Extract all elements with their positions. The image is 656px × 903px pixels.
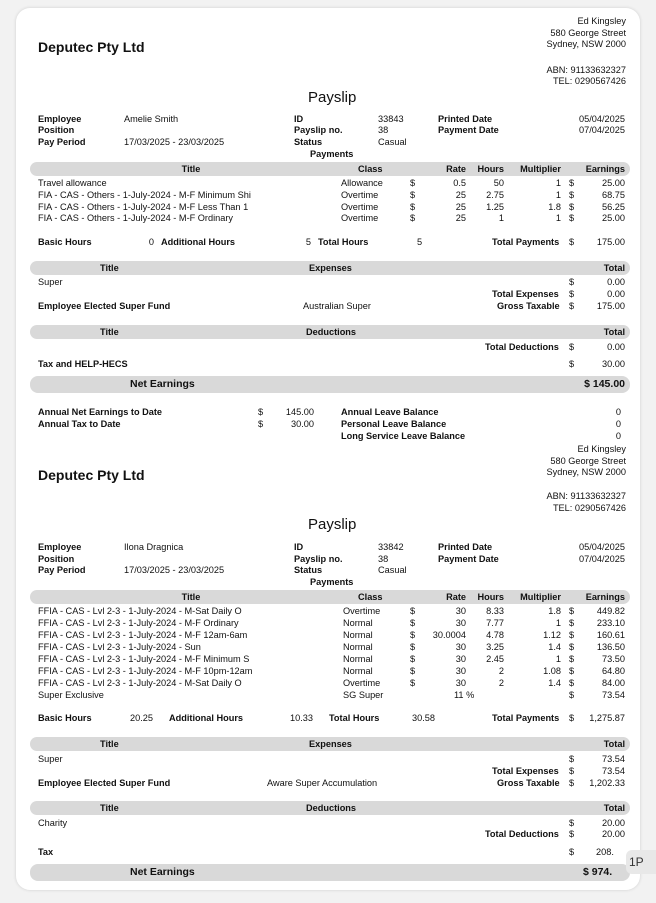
expense-row-title: Super [38, 754, 63, 764]
row-dollar: $ [410, 642, 416, 652]
row-hours: 3.25 [486, 642, 504, 652]
deduction-row-amount: 20.00 [602, 818, 625, 828]
row-rate: 30 [455, 654, 466, 664]
additional-hours-label: Additional Hours [169, 713, 244, 723]
pay-period-value: 17/03/2025 - 23/03/2025 [124, 565, 225, 575]
row-hours: 2.75 [486, 190, 504, 200]
expenses-col-total: Total [603, 263, 625, 273]
payment-date-label: Payment Date [438, 125, 499, 135]
row-class: Normal [343, 642, 373, 652]
total-deductions-value: 0.00 [607, 342, 625, 352]
basic-hours-value: 20.25 [130, 713, 153, 723]
col-hours: Hours [477, 164, 504, 174]
row-multiplier: 1.8 [548, 202, 561, 212]
row-earnings: 64.80 [602, 666, 625, 676]
payment-date-value: 07/04/2025 [579, 554, 625, 564]
row-hours: 2 [498, 666, 504, 676]
col-earnings: Earnings [585, 592, 625, 602]
super-fund-label: Employee Elected Super Fund [38, 778, 171, 788]
net-earnings-value: $ 145.00 [584, 378, 625, 390]
row-earnings: 136.50 [596, 642, 625, 652]
row-class: Normal [343, 654, 373, 664]
col-class: Class [358, 592, 383, 602]
expenses-col-expenses: Expenses [309, 739, 352, 749]
total-expenses-dollar: $ [569, 289, 575, 299]
expense-row-amount: 73.54 [602, 754, 625, 764]
row-title: FFIA - CAS - Lvl 2-3 - 1-July-2024 - M-F Ordinary [38, 618, 239, 628]
row-hours: 2.45 [486, 654, 504, 664]
row-earnings: 160.61 [596, 630, 625, 640]
row-class: Normal [343, 666, 373, 676]
company-contact-name: Ed Kingsley [577, 444, 626, 454]
payslip-document [16, 8, 640, 890]
row-title: FIA - CAS - Others - 1-July-2024 - M-F Ordinary [38, 213, 234, 223]
row-earnings-dollar: $ [569, 178, 575, 188]
annual-tax-label: Annual Tax to Date [38, 419, 121, 429]
row-title: FIA - CAS - Others - 1-July-2024 - M-F Less Than 1 [38, 202, 249, 212]
id-label: ID [294, 542, 304, 552]
row-rate: 25 [455, 202, 466, 212]
row-rate: 25 [455, 213, 466, 223]
row-multiplier: 1 [555, 618, 561, 628]
row-multiplier: 1 [555, 190, 561, 200]
row-multiplier: 1.8 [548, 606, 561, 616]
row-rate: 30 [455, 642, 466, 652]
total-hours-value: 30.58 [412, 713, 435, 723]
deductions-col-total: Total [603, 803, 625, 813]
pay-period-value: 17/03/2025 - 23/03/2025 [124, 137, 225, 147]
row-earnings-dollar: $ [569, 190, 575, 200]
status-value: Casual [378, 565, 407, 575]
payslip-no-value: 38 [378, 125, 389, 135]
row-earnings-dollar: $ [569, 654, 575, 664]
long-service-leave-label: Long Service Leave Balance [341, 431, 466, 441]
row-dollar: $ [410, 630, 416, 640]
row-class: Overtime [343, 606, 381, 616]
row-title: Super Exclusive [38, 690, 104, 700]
total-deductions-label: Total Deductions [485, 342, 559, 352]
payslip-no-label: Payslip no. [294, 125, 343, 135]
tax-label: Tax [38, 847, 54, 857]
employee-label: Employee [38, 114, 82, 124]
personal-leave-value: 0 [615, 419, 621, 429]
row-hours: 1.25 [486, 202, 504, 212]
row-class: Allowance [341, 178, 383, 188]
total-deductions-label: Total Deductions [485, 829, 559, 839]
position-label: Position [38, 554, 75, 564]
row-title: FIA - CAS - Others - 1-July-2024 - M-F Minimum Shi [38, 190, 251, 200]
row-hours: 8.33 [486, 606, 504, 616]
col-title: Title [181, 592, 201, 602]
row-earnings-dollar: $ [569, 666, 575, 676]
total-hours-label: Total Hours [329, 713, 380, 723]
gross-taxable-value: 1,202.33 [589, 778, 625, 788]
annual-tax-dollar: $ [258, 419, 264, 429]
row-multiplier: 1.12 [543, 630, 561, 640]
basic-hours-label: Basic Hours [38, 237, 92, 247]
status-label: Status [294, 565, 323, 575]
col-earnings: Earnings [585, 164, 625, 174]
row-earnings: 233.10 [596, 618, 625, 628]
company-abn: ABN: 91133632327 [546, 491, 626, 501]
net-earnings-bar [30, 864, 630, 881]
id-label: ID [294, 114, 304, 124]
total-hours-label: Total Hours [318, 237, 369, 247]
row-class: Normal [343, 630, 373, 640]
expense-row-dollar: $ [569, 277, 575, 287]
row-rate: 30.0004 [432, 630, 466, 640]
printed-date-value: 05/04/2025 [579, 114, 625, 124]
row-dollar: $ [410, 618, 416, 628]
row-dollar: $ [410, 213, 416, 223]
additional-hours-label: Additional Hours [161, 237, 236, 247]
row-multiplier: 1.4 [548, 642, 561, 652]
col-rate: Rate [446, 592, 466, 602]
col-hours: Hours [477, 592, 504, 602]
row-dollar: $ [410, 202, 416, 212]
additional-hours-value: 10.33 [290, 713, 313, 723]
employee-label: Employee [38, 542, 82, 552]
super-fund-value: Australian Super [303, 301, 371, 311]
row-earnings: 25.00 [602, 213, 625, 223]
super-fund-value: Aware Super Accumulation [267, 778, 378, 788]
row-rate: 30 [455, 606, 466, 616]
row-earnings-dollar: $ [569, 606, 575, 616]
additional-hours-value: 5 [305, 237, 311, 247]
payment-date-label: Payment Date [438, 554, 499, 564]
basic-hours-label: Basic Hours [38, 713, 92, 723]
row-hours: 1 [498, 213, 504, 223]
printed-date-label: Printed Date [438, 114, 493, 124]
row-earnings-dollar: $ [569, 642, 575, 652]
total-payments-dollar: $ [569, 237, 575, 247]
annual-net-earnings-value: 145.00 [285, 407, 314, 417]
deduction-row-title: Charity [38, 818, 68, 828]
row-earnings-dollar: $ [569, 690, 575, 700]
row-class: Overtime [343, 678, 381, 688]
company-name: Deputec Pty Ltd [38, 39, 145, 55]
row-rate: 30 [455, 666, 466, 676]
status-label: Status [294, 137, 323, 147]
basic-hours-value: 0 [148, 237, 154, 247]
total-payments-value: 1,275.87 [589, 713, 625, 723]
net-earnings-label: Net Earnings [130, 378, 195, 390]
row-percent: 11 % [454, 690, 475, 700]
total-deductions-dollar: $ [569, 342, 575, 352]
company-city: Sydney, NSW 2000 [546, 39, 626, 49]
expenses-col-expenses: Expenses [309, 263, 352, 273]
payslip-no-label: Payslip no. [294, 554, 343, 564]
pay-period-label: Pay Period [38, 565, 86, 575]
expenses-col-title: Title [100, 739, 119, 749]
gross-taxable-value: 175.00 [596, 301, 625, 311]
payslip-no-value: 38 [378, 554, 389, 564]
expenses-col-total: Total [603, 739, 625, 749]
row-hours: 2 [498, 678, 504, 688]
row-rate: 0.5 [453, 178, 466, 188]
row-dollar: $ [410, 678, 416, 688]
total-hours-value: 5 [417, 237, 423, 247]
personal-leave-label: Personal Leave Balance [341, 419, 447, 429]
deductions-col-deductions: Deductions [306, 327, 357, 337]
annual-leave-value: 0 [615, 407, 621, 417]
row-earnings-dollar: $ [569, 618, 575, 628]
net-earnings-label: Net Earnings [130, 866, 195, 878]
row-earnings-dollar: $ [569, 202, 575, 212]
net-earnings-bar [30, 376, 630, 393]
row-earnings: 25.00 [602, 178, 625, 188]
row-multiplier: 1 [555, 213, 561, 223]
company-street: 580 George Street [550, 456, 626, 466]
row-hours: 50 [493, 178, 504, 188]
row-rate: 30 [455, 678, 466, 688]
row-title: Travel allowance [38, 178, 107, 188]
annual-leave-label: Annual Leave Balance [341, 407, 439, 417]
total-payments-label: Total Payments [492, 237, 560, 247]
expense-row-dollar: $ [569, 754, 575, 764]
deduction-row-dollar: $ [569, 818, 575, 828]
row-title: FFIA - CAS - Lvl 2-3 - 1-July-2024 - Sun [38, 642, 201, 652]
row-rate: 30 [455, 618, 466, 628]
deductions-col-title: Title [100, 327, 119, 337]
gross-taxable-label: Gross Taxable [497, 301, 560, 311]
company-city: Sydney, NSW 2000 [546, 467, 626, 477]
col-multiplier: Multiplier [520, 164, 561, 174]
tax-dollar: $ [569, 359, 575, 369]
payments-section-label: Payments [310, 149, 354, 159]
row-class: Overtime [341, 190, 379, 200]
row-earnings: 56.25 [602, 202, 625, 212]
tax-label: Tax and HELP-HECS [38, 359, 128, 369]
row-class: Normal [343, 618, 373, 628]
row-title: FFIA - CAS - Lvl 2-3 - 1-July-2024 - M-F Minimum S [38, 654, 250, 664]
total-expenses-value: 0.00 [607, 289, 625, 299]
deductions-col-title: Title [100, 803, 119, 813]
total-expenses-label: Total Expenses [492, 289, 559, 299]
id-value: 33843 [378, 114, 404, 124]
row-class: Overtime [341, 202, 379, 212]
payslip-title: Payslip [308, 516, 357, 533]
company-abn: ABN: 91133632327 [546, 65, 626, 75]
row-earnings-dollar: $ [569, 213, 575, 223]
row-title: FFIA - CAS - Lvl 2-3 - 1-July-2024 - M-Sat Daily O [38, 678, 242, 688]
row-dollar: $ [410, 190, 416, 200]
total-expenses-dollar: $ [569, 766, 575, 776]
row-class: Overtime [341, 213, 379, 223]
payment-date-value: 07/04/2025 [579, 125, 625, 135]
employee-value: Amelie Smith [124, 114, 179, 124]
row-hours: 7.77 [486, 618, 504, 628]
row-multiplier: 1.08 [543, 666, 561, 676]
total-expenses-label: Total Expenses [492, 766, 559, 776]
row-class: SG Super [343, 690, 384, 700]
row-earnings: 73.54 [602, 690, 625, 700]
gross-taxable-label: Gross Taxable [497, 778, 560, 788]
status-value: Casual [378, 137, 407, 147]
total-expenses-value: 73.54 [602, 766, 625, 776]
row-dollar: $ [410, 606, 416, 616]
net-earnings-value: $ 974. [583, 866, 613, 878]
row-earnings: 73.50 [602, 654, 625, 664]
col-multiplier: Multiplier [520, 592, 561, 602]
row-rate: 25 [455, 190, 466, 200]
gross-taxable-dollar: $ [569, 301, 575, 311]
long-service-leave-value: 0 [615, 431, 621, 441]
col-title: Title [181, 164, 201, 174]
row-dollar: $ [410, 666, 416, 676]
company-name: Deputec Pty Ltd [38, 467, 145, 483]
row-earnings: 84.00 [602, 678, 625, 688]
employee-value: Ilona Dragnica [124, 542, 184, 552]
row-hours: 4.78 [486, 630, 504, 640]
row-multiplier: 1.4 [548, 678, 561, 688]
row-dollar: $ [410, 178, 416, 188]
gross-taxable-dollar: $ [569, 778, 575, 788]
row-multiplier: 1 [555, 654, 561, 664]
total-payments-dollar: $ [569, 713, 575, 723]
tax-dollar: $ [569, 847, 575, 857]
row-dollar: $ [410, 654, 416, 664]
company-contact-name: Ed Kingsley [577, 16, 626, 26]
printed-date-value: 05/04/2025 [579, 542, 625, 552]
row-earnings-dollar: $ [569, 630, 575, 640]
expense-row-amount: 0.00 [607, 277, 625, 287]
annual-tax-value: 30.00 [291, 419, 314, 429]
expense-row-title: Super [38, 277, 63, 287]
super-fund-label: Employee Elected Super Fund [38, 301, 171, 311]
annual-net-earnings-label: Annual Net Earnings to Date [38, 407, 163, 417]
row-earnings: 68.75 [602, 190, 625, 200]
position-label: Position [38, 125, 75, 135]
printed-date-label: Printed Date [438, 542, 493, 552]
payments-section-label: Payments [310, 577, 354, 587]
pay-period-label: Pay Period [38, 137, 86, 147]
annual-net-earnings-dollar: $ [258, 407, 264, 417]
company-street: 580 George Street [550, 28, 626, 38]
payslip-title: Payslip [308, 89, 357, 106]
total-payments-value: 175.00 [596, 237, 625, 247]
tax-value: 208. [596, 847, 614, 857]
deductions-col-deductions: Deductions [306, 803, 357, 813]
page-number-badge[interactable]: 1P [626, 850, 656, 874]
company-tel: TEL: 0290567426 [552, 76, 626, 86]
row-title: FFIA - CAS - Lvl 2-3 - 1-July-2024 - M-Sat Daily O [38, 606, 242, 616]
row-earnings-dollar: $ [569, 678, 575, 688]
total-deductions-value: 20.00 [602, 829, 625, 839]
col-class: Class [358, 164, 383, 174]
row-multiplier: 1 [555, 178, 561, 188]
deductions-col-total: Total [603, 327, 625, 337]
total-deductions-dollar: $ [569, 829, 575, 839]
row-title: FFIA - CAS - Lvl 2-3 - 1-July-2024 - M-F 12am-6am [38, 630, 248, 640]
expenses-col-title: Title [100, 263, 119, 273]
row-earnings: 449.82 [596, 606, 625, 616]
row-title: FFIA - CAS - Lvl 2-3 - 1-July-2024 - M-F 10pm-12am [38, 666, 253, 676]
company-tel: TEL: 0290567426 [552, 503, 626, 513]
total-payments-label: Total Payments [492, 713, 560, 723]
tax-value: 30.00 [602, 359, 625, 369]
id-value: 33842 [378, 542, 404, 552]
col-rate: Rate [446, 164, 466, 174]
